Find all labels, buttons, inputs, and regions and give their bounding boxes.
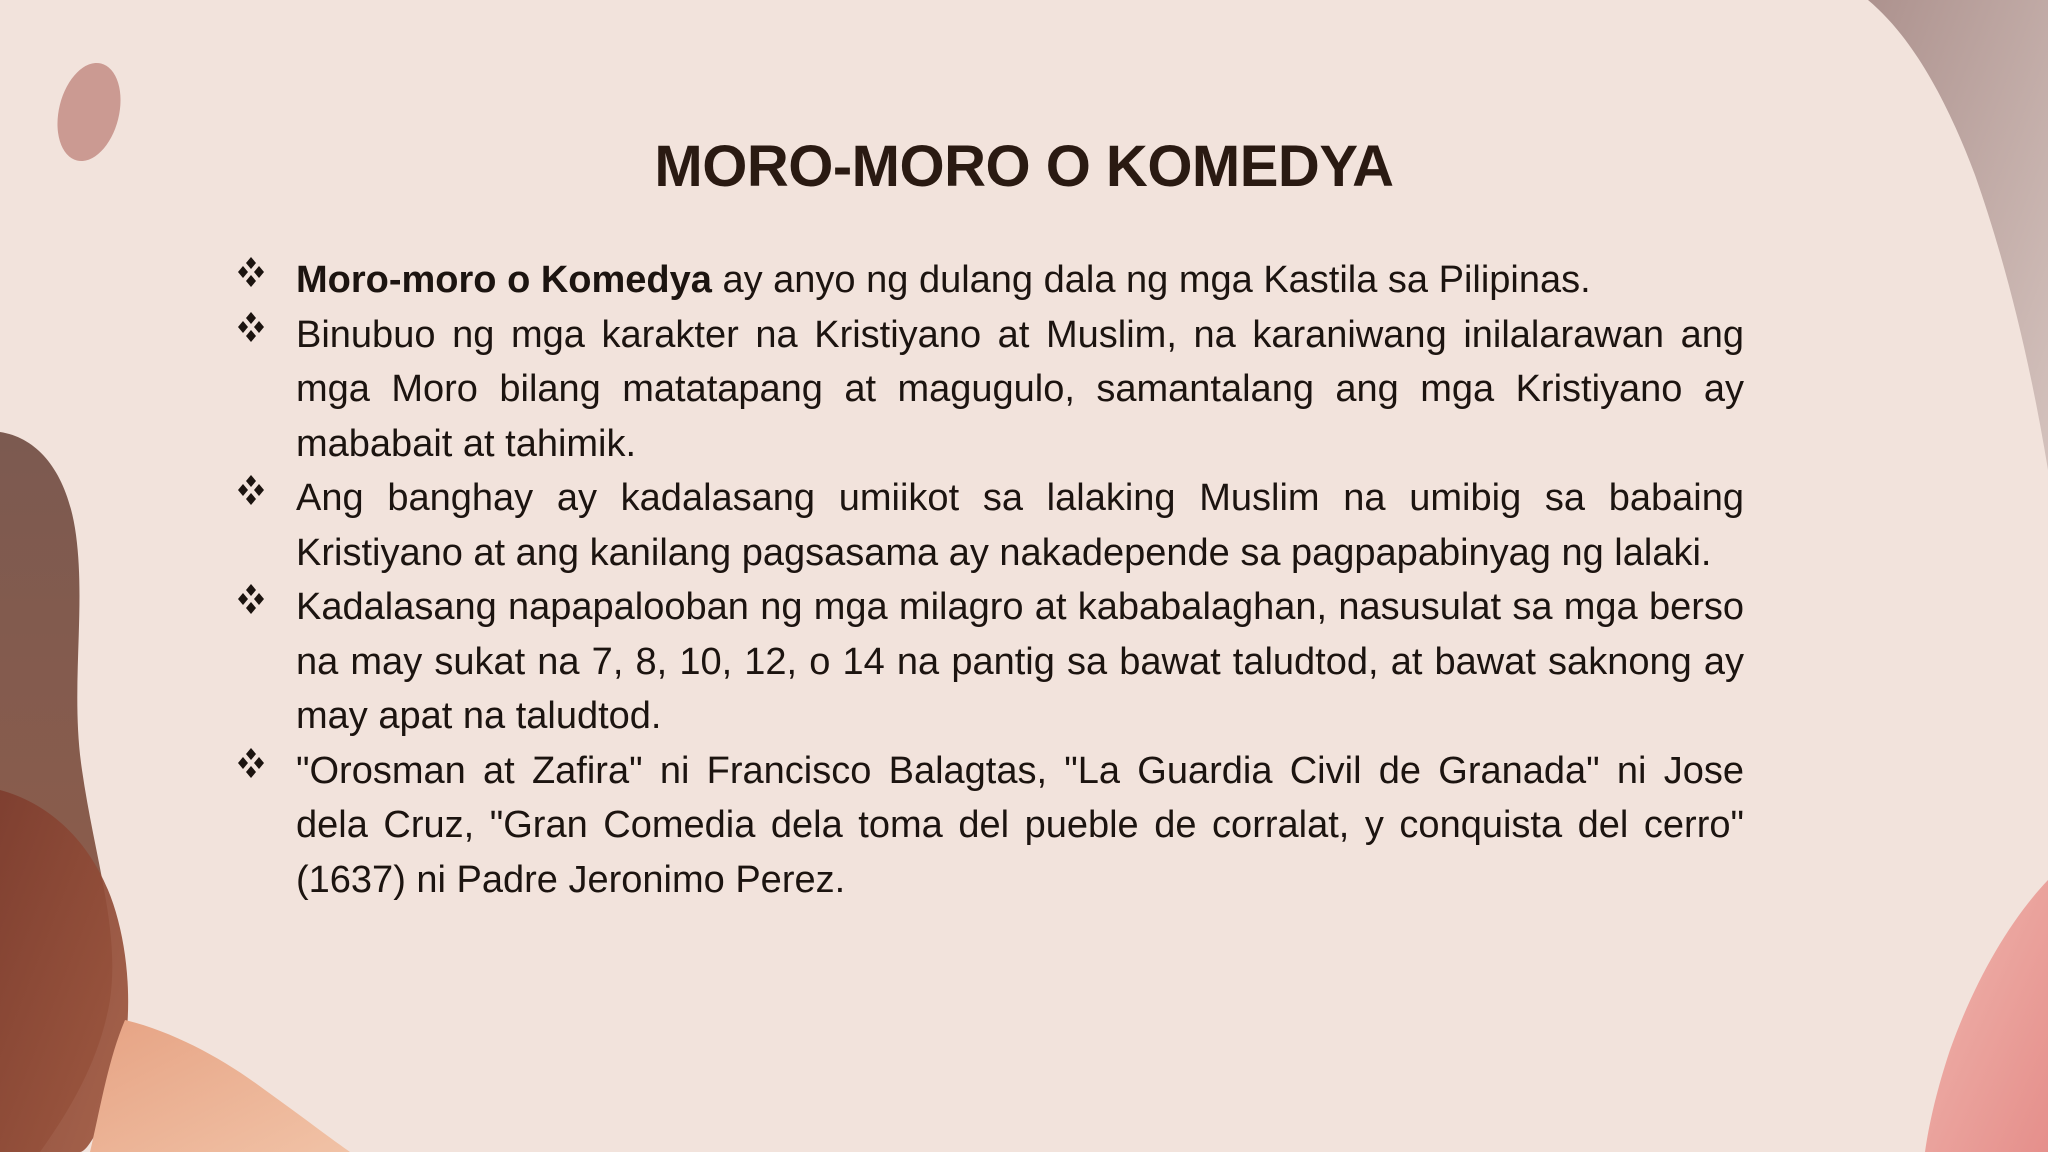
- bullet-item: [232, 308, 1744, 472]
- blob-bottom-peach: [90, 1020, 350, 1152]
- four-diamond-bullet-icon: [234, 582, 268, 616]
- bullet-item: [232, 580, 1744, 744]
- bullet-text: Kadalasang napapalooban ng mga milagro at kababalaghan, nasusulat sa mga berso na may sukat na 7, 8, 10, 12, o 14 na pantig sa bawat taludtod, at bawat saknong ay may apat na taludtod.: [296, 586, 1744, 737]
- four-diamond-bullet-icon: [234, 255, 268, 289]
- bullet-item: [232, 744, 1744, 908]
- bullet-text: Binubuo ng mga karakter na Kristiyano at Muslim, na karaniwang inilalarawan ang mga Moro bilang matatapang at magugulo, samantalang ang mga Kristiyano ay mababait at tahimik.: [296, 313, 1744, 465]
- bullet-text: "Orosman at Zafira" ni Francisco Balagtas, "La Guardia Civil de Granada" ni Jose dela Cruz, "Gran Comedia dela toma del pueble de corralat, y conquista del cerro" (1637) ni Padre Jeronimo Perez.: [296, 749, 1744, 901]
- four-diamond-bullet-icon: [234, 473, 268, 507]
- bullet-text: ay anyo ng dulang dala ng mga Kastila sa Pilipinas.: [711, 259, 1591, 301]
- bullet-lead-term: Moro-moro o Komedya: [296, 259, 712, 301]
- blob-top-right: [1868, 0, 2048, 470]
- bullet-text: Ang banghay ay kadalasang umiikot sa lalaking Muslim na umibig sa babaing Kristiyano at ang kanilang pagsasama ay nakadepende sa pagpapabinyag ng lalaki.: [296, 477, 1744, 574]
- bullet-item: [232, 253, 1744, 308]
- bullet-list: [232, 253, 1744, 907]
- four-diamond-bullet-icon: [234, 310, 268, 344]
- slide-title: MORO-MORO O KOMEDYA: [654, 134, 1394, 199]
- four-diamond-bullet-icon: [234, 746, 268, 780]
- blob-bottom-right-pink: [1925, 880, 2048, 1152]
- bullet-item: [232, 471, 1744, 580]
